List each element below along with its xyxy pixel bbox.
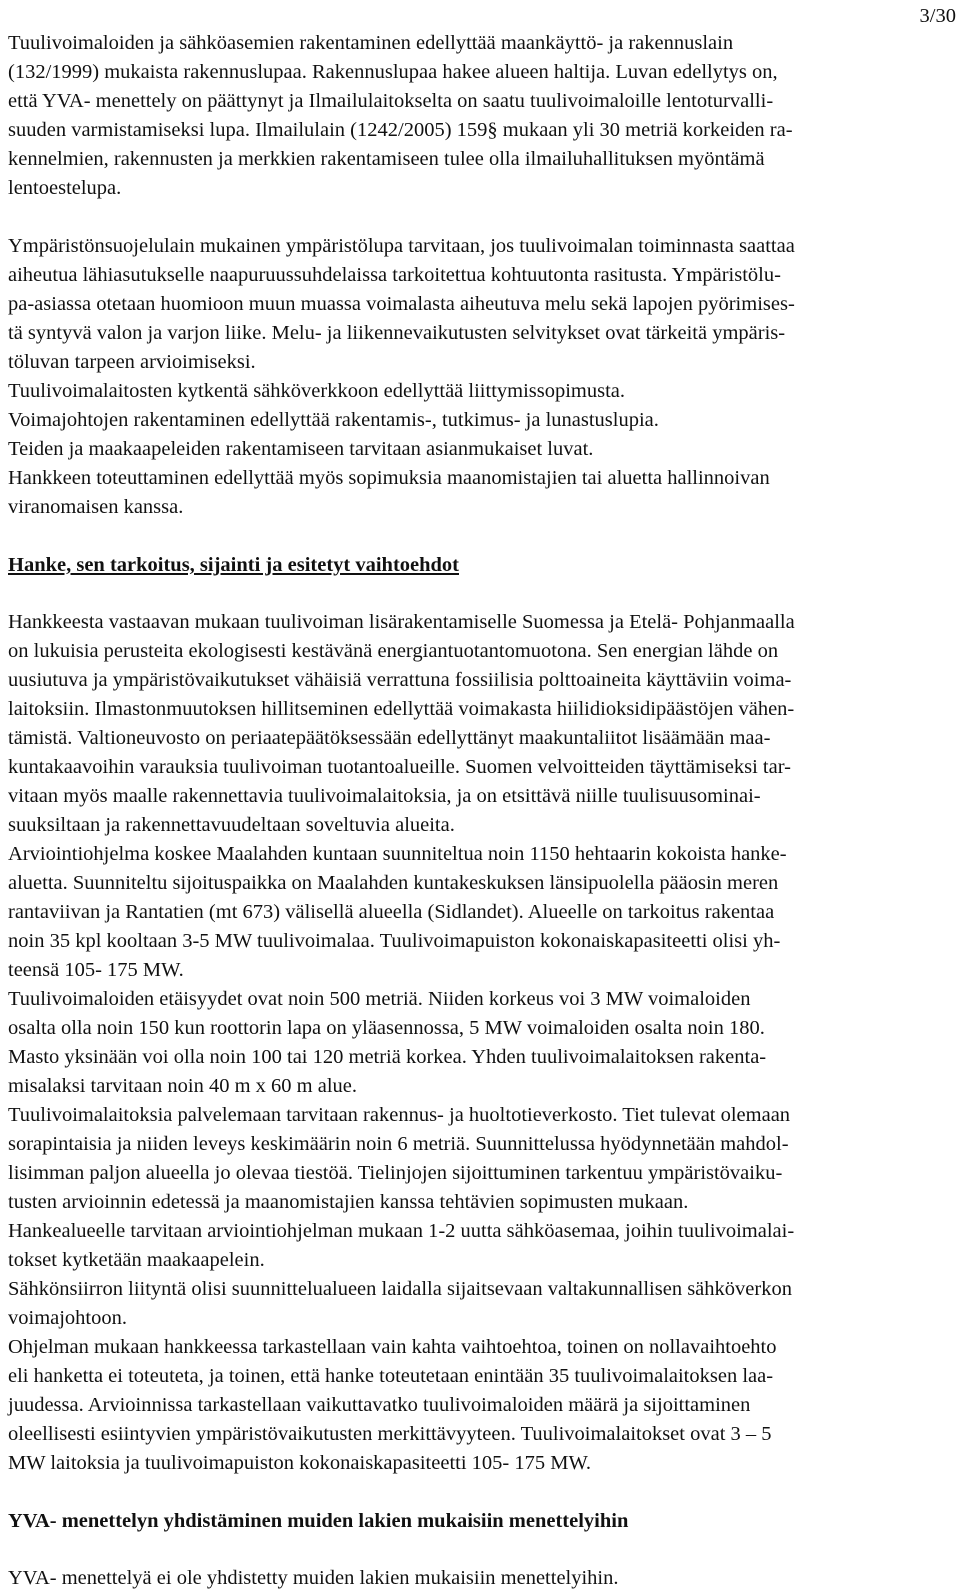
text-line: MW laitoksia ja tuulivoimapuiston kokonaiskapasiteetti 105- 175 MW. (8, 1452, 592, 1474)
document-body (8, 29, 954, 1593)
paragraph-spacer (8, 522, 954, 551)
section-heading-combined: YVA- menettelyn yhdistäminen muiden lakien mukaisiin menettelyihin (8, 1510, 629, 1532)
paragraph-permits-environment (8, 232, 954, 522)
text-line: Hankealueelle tarvitaan arviointiohjelman mukaan 1-2 uutta sähköasemaa, joihin tuulivoimalai- (8, 1220, 795, 1242)
text-line: noin 35 kpl kooltaan 3-5 MW tuulivoimalaa. Tuulivoimapuiston kokonaiskapasiteetti olisi yh- (8, 930, 781, 952)
paragraph-spacer (8, 203, 954, 232)
text-line: Ympäristönsuojelulain mukainen ympäristölupa tarvitaan, jos tuulivoimalan toiminnasta saattaa (8, 235, 795, 257)
text-line: suuden varmistamiseksi lupa. Ilmailulain (1242/2005) 159§ mukaan yli 30 metriä korkeiden ra- (8, 119, 793, 141)
text-line: on lukuisia perusteita ekologisesti kestävänä energiantuotantomuotona. Sen energian lähde on (8, 640, 779, 662)
text-line: misalaksi tarvitaan noin 40 m x 60 m alue. (8, 1075, 358, 1097)
paragraph-spacer (8, 580, 954, 608)
text-line: että YVA- menettely on päättynyt ja Ilmailulaitokselta on saatu tuulivoimaloille lentoturvalli- (8, 90, 774, 112)
text-line: Voimajohtojen rakentaminen edellyttää rakentamis-, tutkimus- ja lunastuslupia. (8, 409, 659, 431)
paragraph-spacer (8, 1536, 954, 1564)
text-line: kuntakaavoihin varauksia tuulivoiman tuotantoalueille. Suomen velvoitteiden täyttämiseksi tar- (8, 756, 791, 778)
text-line: teensä 105- 175 MW. (8, 959, 184, 981)
text-line: Tuulivoimaloiden etäisyydet ovat noin 500 metriä. Niiden korkeus voi 3 MW voimaloiden (8, 988, 751, 1010)
section-heading-project: Hanke, sen tarkoitus, sijainti ja esitetyt vaihtoehdot (8, 554, 459, 576)
paragraph-permits-building (8, 29, 954, 203)
text-line: Hankkeen toteuttaminen edellyttää myös sopimuksia maanomistajien tai aluetta hallinnoivan (8, 467, 770, 489)
text-line: suuksiltaan ja rakennettavuudeltaan soveltuvia alueita. (8, 814, 455, 836)
text-line: tä syntyvä valon ja varjon liike. Melu- ja liikennevaikutusten selvitykset ovat tärkeitä ympäris- (8, 322, 786, 344)
text-line: Tuulivoimalaitoksia palvelemaan tarvitaan rakennus- ja huoltotieverkosto. Tiet tulevat olemaan (8, 1104, 791, 1126)
paragraph-project (8, 608, 954, 1478)
text-line: aluetta. Suunniteltu sijoituspaikka on Maalahden kuntakeskuksen länsipuolella pääosin meren (8, 872, 779, 894)
text-line: laitoksiin. Ilmastonmuutoksen hillitseminen edellyttää voimakasta hiilidioksidipäästöjen vähen- (8, 698, 795, 720)
text-line: Masto yksinään voi olla noin 100 tai 120 metriä korkea. Yhden tuulivoimalaitoksen rakenta- (8, 1046, 767, 1068)
page-number: 3/30 (919, 5, 956, 27)
text-line: sorapintaisia ja niiden leveys keskimäärin noin 6 metriä. Suunnittelussa hyödynnetään mahdol- (8, 1133, 789, 1155)
text-line: Sähkönsiirron liityntä olisi suunnittelualueen laidalla sijaitsevaan valtakunnallisen sähköverkon (8, 1278, 792, 1300)
text-line: rantaviivan ja Rantatien (mt 673) välisellä alueella (Sidlandet). Alueelle on tarkoitus rakentaa (8, 901, 775, 923)
text-line: Hankkeesta vastaavan mukaan tuulivoiman lisärakentamiselle Suomessa ja Etelä- Pohjanmaalla (8, 611, 795, 633)
text-line: tämistä. Valtioneuvosto on periaatepäätöksessään edellyttänyt maakuntaliitot lisäämään maa- (8, 727, 771, 749)
text-line: (132/1999) mukaista rakennuslupaa. Rakennuslupaa hakee alueen haltija. Luvan edellytys on, (8, 61, 778, 83)
text-line: juudessa. Arvioinnissa tarkastellaan vaikuttavatko tuulivoimaloiden määrä ja sijoittaminen (8, 1394, 751, 1416)
text-line: Arviointiohjelma koskee Maalahden kuntaan suunniteltua noin 1150 hehtaarin kokoista hanke- (8, 843, 787, 865)
text-line: vitaan myös maalle rakennettavia tuulivoimalaitoksia, ja on etsittävä niille tuulisuusominai- (8, 785, 761, 807)
paragraph-spacer (8, 1478, 954, 1507)
text-line: tusten arvioinnin edetessä ja maanomistajien kanssa tehtävien sopimusten mukaan. (8, 1191, 689, 1213)
text-line: YVA- menettelyä ei ole yhdistetty muiden lakien mukaisiin menettelyihin. (8, 1567, 619, 1589)
text-line: Teiden ja maakaapeleiden rakentamiseen tarvitaan asianmukaiset luvat. (8, 438, 594, 460)
text-line: osalta olla noin 150 kun roottorin lapa on yläasennossa, 5 MW voimaloiden osalta noin 180. (8, 1017, 765, 1039)
text-line: uusiutuva ja ympäristövaikutukset vähäisiä verrattuna fossiilisia polttoaineita käyttäviin voima- (8, 669, 792, 691)
text-line: tokset kytketään maakaapelein. (8, 1249, 265, 1271)
text-line: Tuulivoimaloiden ja sähköasemien rakentaminen edellyttää maankäyttö- ja rakennuslain (8, 32, 734, 54)
text-line: eli hanketta ei toteuteta, ja toinen, että hanke toteutetaan enintään 35 tuulivoimalaitoksen laa- (8, 1365, 774, 1387)
paragraph-combined (8, 1564, 954, 1593)
text-line: pa-asiassa otetaan huomioon muun muassa voimalasta aiheutuva melu sekä lapojen pyörimises- (8, 293, 795, 315)
text-line: voimajohtoon. (8, 1307, 128, 1329)
text-line: kennelmien, rakennusten ja merkkien rakentamiseen tulee olla ilmailuhallituksen myöntämä (8, 148, 765, 170)
text-line: aiheutua lähiasutukselle naapuruussuhdelaissa tarkoitettua kohtuutonta rasitusta. Ympäristölu- (8, 264, 781, 286)
text-line: lentoestelupa. (8, 177, 122, 199)
text-line: Tuulivoimalaitosten kytkentä sähköverkkoon edellyttää liittymissopimusta. (8, 380, 626, 402)
text-line: oleellisesti esiintyvien ympäristövaikutusten merkittävyyteen. Tuulivoimalaitokset ovat 3 – 5 (8, 1423, 772, 1445)
text-line: viranomaisen kanssa. (8, 496, 184, 518)
text-line: töluvan tarpeen arvioimiseksi. (8, 351, 256, 373)
text-line: lisimman paljon alueella jo olevaa tiestöä. Tielinjojen sijoittuminen tarkentuu ympäristövaiku- (8, 1162, 783, 1184)
text-line: Ohjelman mukaan hankkeessa tarkastellaan vain kahta vaihtoehtoa, toinen on nollavaihtoehto (8, 1336, 777, 1358)
